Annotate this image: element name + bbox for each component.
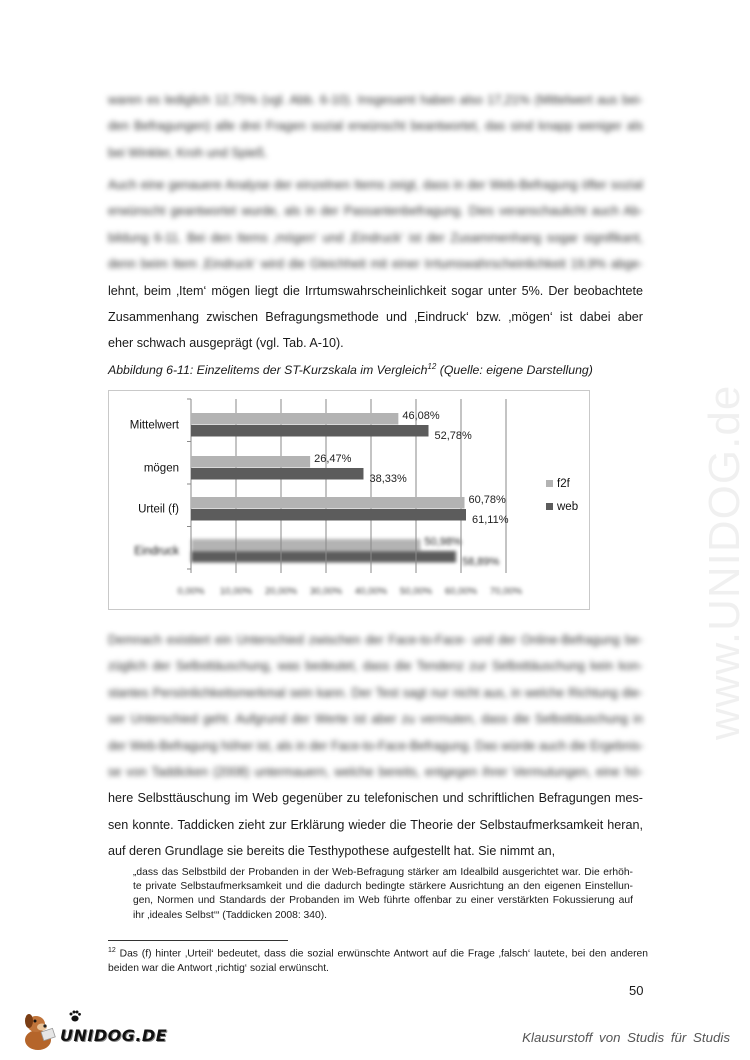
- text-line: sen konnte. Taddicken zieht zur Erklärung wieder die Theorie der Selbstaufmerksamkeit heran,: [108, 817, 643, 832]
- caption-text: Abbildung 6-11: Einzelitems der ST-Kurzskala im Vergleich: [108, 363, 428, 378]
- text-line: waren es lediglich 12,75% (vgl. Abb. 6-10). Insgesamt haben also 17,21% (Mittelwert aus bei-: [108, 93, 643, 107]
- text-line: der Web-Befragung höher ist, als in der Face-to-Face-Befragung. Das würde auch die Ergebnis-: [108, 738, 644, 753]
- unidog-logo: [18, 1008, 168, 1052]
- data-label: 58,89%: [462, 556, 500, 568]
- figure-caption: [108, 362, 593, 377]
- text-line: Demnach existiert ein Unterschied zwischen der Face-to-Face- und der Online-Befragung be-: [108, 633, 643, 647]
- bar-web: [191, 425, 429, 437]
- category-label: Eindruck: [134, 545, 179, 558]
- category-label: Mittelwert: [129, 419, 179, 432]
- text-line: here Selbsttäuschung im Web gegenüber zu telefonischen und schriftlichen Befragungen mes-: [108, 791, 643, 806]
- text-line: züglich der Selbsttäuschung, was bedeutet, dass die Tendenz zur Selbsttäuschung kein kon-: [108, 659, 643, 674]
- text-line: den Befragungen) alle drei Fragen sozial erwünscht beantwortet, das sind knapp weniger als: [108, 119, 643, 134]
- bar-f2f: [191, 539, 420, 551]
- data-label: 26,47%: [314, 453, 352, 465]
- page-number: 50: [629, 983, 644, 998]
- text-line: eher schwach ausgeprägt (vgl. Tab. A-10).: [108, 336, 344, 351]
- category-label: Urteil (f): [138, 503, 179, 516]
- legend-label-f2f: f2f: [557, 478, 570, 490]
- text-line: lehnt, beim ‚Item‘ mögen liegt die Irrtumswahrscheinlichkeit sogar unter 5%. Der beobachtete: [108, 283, 643, 298]
- text-line: Auch eine genauere Analyse der einzelnen Items zeigt, dass in der Web-Befragung öfter sozial: [108, 178, 643, 192]
- legend-swatch-f2f: [546, 480, 553, 487]
- category-label: mögen: [143, 462, 179, 475]
- quote-line: gen, Normen und Standards der Probanden im Web führte offenbar zu einer verstärkten Fokussierung auf: [133, 895, 633, 907]
- footnote-divider: [108, 940, 288, 941]
- logo-text: UNIDOG.DE: [60, 1026, 168, 1045]
- footnote-text: beiden war die Antwort ‚richtig‘ sozial erwünscht.: [108, 962, 329, 974]
- paw-icon: [68, 1009, 82, 1023]
- data-label: 38,33%: [369, 473, 407, 485]
- legend-label-web: web: [557, 501, 579, 513]
- data-label: 61,11%: [471, 514, 509, 526]
- quote-line: ihr ‚ideales Selbst‘“ (Taddicken 2008: 340).: [133, 909, 328, 921]
- bar-f2f: [191, 456, 310, 468]
- footnote-reference: 12: [427, 362, 437, 371]
- x-tick-label: 0,00%: [177, 586, 205, 597]
- footer-slogan: Klausurstoff von Studis für Studis: [522, 1030, 730, 1045]
- data-label: 46,08%: [402, 410, 440, 422]
- legend-swatch-web: [546, 503, 553, 510]
- footnote-text: Das (f) hinter ‚Urteil‘ bedeutet, dass die sozial erwünschte Antwort auf die Frage ‚falsch‘ lautete, bei den anderen: [115, 948, 648, 960]
- text-line: ser Unterschied geht. Aufgrund der Werte ist aber zu vermuten, dass die Selbsttäuschung in: [108, 712, 643, 727]
- data-label: 52,78%: [434, 430, 472, 442]
- text-line: auf deren Grundlage sie bereits die Testhypothese aufgestellt hat. Sie nimmt an,: [108, 844, 556, 859]
- x-tick-label: 50,00%: [399, 586, 433, 597]
- text-line: Zusammenhang zwischen Befragungsmethode und ‚Eindruck‘ bzw. ‚mögen‘ ist dabei aber: [108, 310, 643, 325]
- text-line: erwünscht geantwortet wurde, als in der Passantenbefragung. Dies veranschaulicht auch Ab-: [108, 204, 643, 219]
- x-tick-label: 70,00%: [489, 586, 523, 597]
- x-tick-label: 30,00%: [309, 586, 343, 597]
- quote-line: „dass das Selbstbild der Probanden in der Web-Befragung stärker am Idealbild ausgerichtet war. Die erhöh-: [133, 867, 633, 878]
- bar-chart: [108, 390, 590, 610]
- text-line: se von Taddicken (2008) untermauern, welche bereits, entgegen ihrer Vermutungen, eine hö-: [108, 765, 643, 780]
- caption-source: (Quelle: eigene Darstellung): [436, 363, 593, 378]
- data-label: 60,78%: [468, 494, 506, 506]
- text-line: bei Winkler, Kroh und Spieß.: [108, 145, 268, 160]
- chart-svg: [109, 391, 589, 609]
- bar-f2f: [191, 413, 398, 425]
- x-tick-label: 20,00%: [264, 586, 298, 597]
- text-line: denn beim Item ‚Eindruck‘ wird die Gleichheit mit einer Irrtumswahrscheinlichkeit 19,9% abge-: [108, 257, 643, 272]
- blurred-chart-area: [134, 536, 522, 597]
- quote-line: te private Selbstaufmerksamkeit und die dadurch bedingte stärkere Ausrichtung an den eigenen Einstellun-: [133, 881, 633, 893]
- text-line: bildung 6-11. Bei den Items ‚mögen‘ und ‚Eindruck‘ ist der Zusammenhang sogar signifikant,: [108, 230, 643, 245]
- watermark: www.UNIDOG.de: [700, 384, 749, 740]
- footnote-number: 12: [108, 947, 116, 954]
- bar-f2f: [191, 497, 465, 509]
- dog-icon: [18, 1008, 62, 1052]
- x-tick-label: 10,00%: [219, 586, 253, 597]
- bar-web: [191, 468, 363, 480]
- data-label: 50,98%: [424, 536, 462, 548]
- paragraph-2: [108, 172, 643, 357]
- footnote: [108, 944, 648, 976]
- bar-web: [191, 509, 466, 521]
- text-line: stantes Persönlichkeitsmerkmal sein kann. Der Test sagt nur nicht aus, in welche Richtung die-: [108, 685, 643, 700]
- paragraph-3: [108, 627, 643, 865]
- x-tick-label: 40,00%: [354, 586, 388, 597]
- paragraph-1: [108, 87, 643, 166]
- block-quote: [133, 866, 633, 923]
- x-tick-label: 60,00%: [444, 586, 478, 597]
